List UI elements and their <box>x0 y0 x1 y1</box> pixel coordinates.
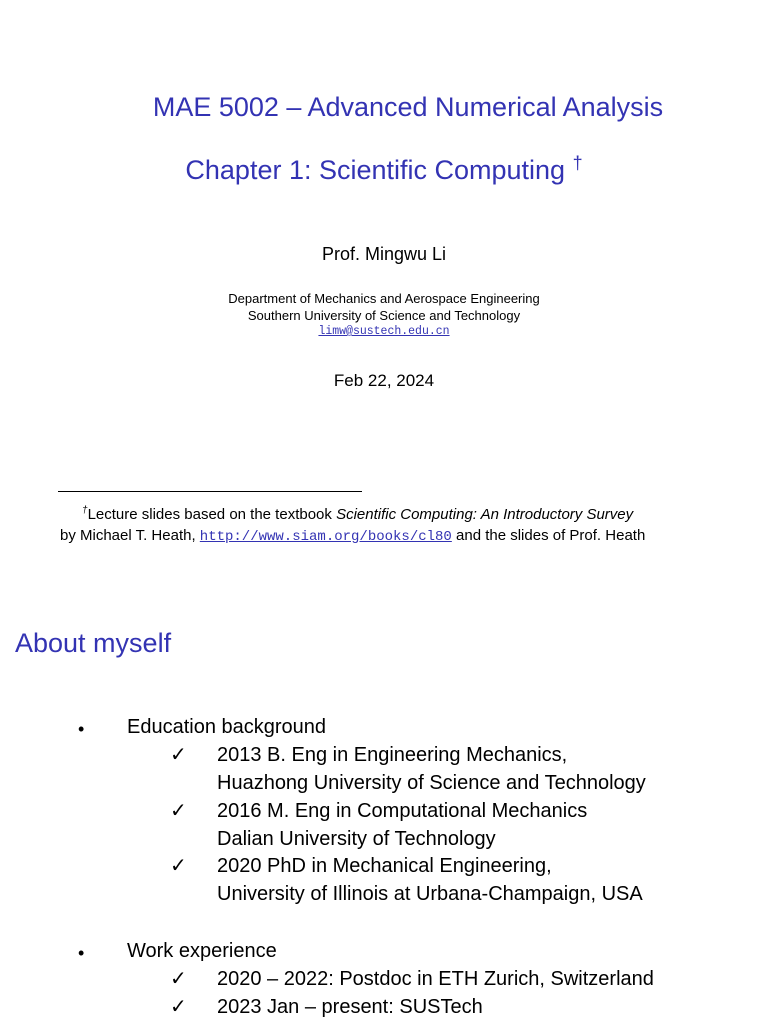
footnote-dagger: † <box>82 505 88 516</box>
footnote-lead-text: Lecture slides based on the textbook <box>87 506 337 523</box>
footnote-divider <box>58 491 362 492</box>
section-label-education: Education background <box>127 716 327 738</box>
footnote-book-title: Scientific Computing: An Introductory Survey <box>336 506 634 523</box>
bullet-icon: • <box>78 719 85 739</box>
section-label-work: Work experience <box>127 940 277 962</box>
education-item-3-line-1: 2020 PhD in Mechanical Engineering, <box>217 855 552 877</box>
book-url-link[interactable]: http://www.siam.org/books/cl80 <box>199 529 452 545</box>
chapter-title <box>0 153 768 186</box>
education-item-1-line-2: Huazhong University of Science and Technology <box>217 772 646 794</box>
author-name: Prof. Mingwu Li <box>321 244 447 264</box>
check-icon: ✓ <box>170 744 187 766</box>
footnote-by-text: by Michael T. Heath, <box>60 527 200 544</box>
education-item-1-line-1: 2013 B. Eng in Engineering Mechanics, <box>217 744 568 766</box>
chapter-title-text: Chapter 1: Scientific Computing <box>185 155 566 185</box>
department: Department of Mechanics and Aerospace Engineering <box>228 291 540 306</box>
chapter-dagger: † <box>572 153 583 173</box>
check-icon: ✓ <box>170 968 187 990</box>
email-link[interactable]: limw@sustech.edu.cn <box>318 325 450 338</box>
education-item-3-line-2: University of Illinois at Urbana-Champaign, USA <box>217 883 643 905</box>
education-item-2-line-1: 2016 M. Eng in Computational Mechanics <box>217 800 588 822</box>
footnote-tail-text: and the slides of Prof. Heath <box>451 527 646 544</box>
check-icon: ✓ <box>170 855 187 877</box>
date: Feb 22, 2024 <box>333 371 435 390</box>
bullet-icon: • <box>78 943 85 963</box>
work-item-2: 2023 Jan – present: SUSTech <box>217 996 483 1018</box>
course-title: MAE 5002 – Advanced Numerical Analysis <box>152 92 664 122</box>
university: Southern University of Science and Technology <box>247 308 521 323</box>
work-item-1: 2020 – 2022: Postdoc in ETH Zurich, Switzerland <box>217 968 654 990</box>
education-item-2-line-2: Dalian University of Technology <box>217 828 496 850</box>
about-heading: About myself <box>15 628 172 658</box>
check-icon: ✓ <box>170 996 187 1018</box>
footnote-line-1 <box>82 505 633 523</box>
footnote-line-2 <box>60 527 645 545</box>
check-icon: ✓ <box>170 800 187 822</box>
